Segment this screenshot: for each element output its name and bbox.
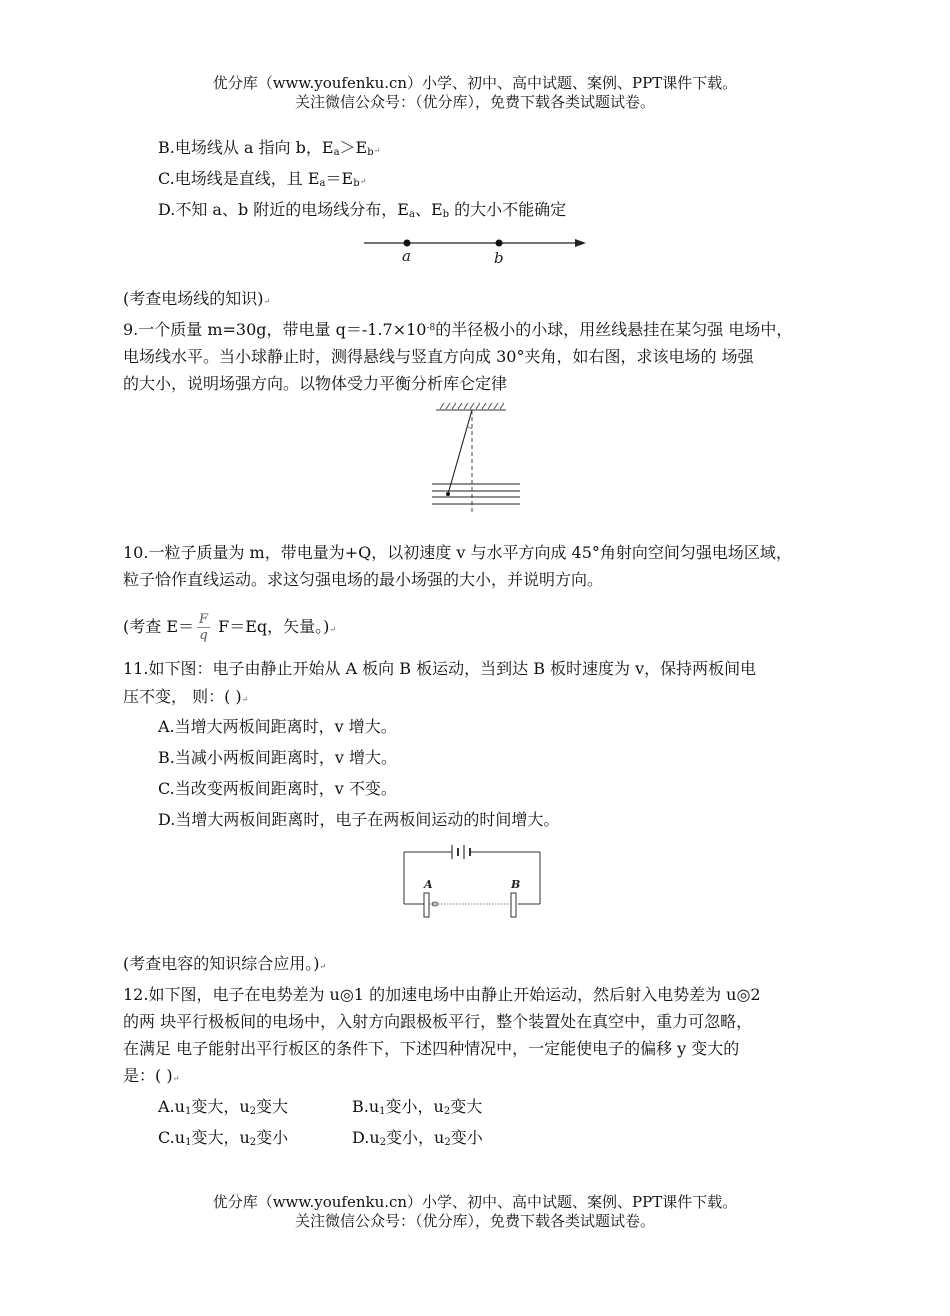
q8-option-d: D.不知 a、b 附近的电场线分布，$E_a$、$E_b$ 的大小不能确定 <box>158 200 567 220</box>
paragraph-mark: ↵ <box>319 962 327 971</box>
q11-option-a: A.当增大两板间距离时，v 增大。 <box>158 717 397 736</box>
q8-note: (考查电场线的知识)↵ <box>123 289 271 308</box>
q12-option-c: $C.u_1$变大，$u_2$变小 <box>158 1128 289 1148</box>
paragraph-mark: ↵ <box>241 695 249 704</box>
q10-line-2: 粒子恰作直线运动。求这匀强电场的最小场强的大小，并说明方向。 <box>123 570 604 589</box>
q11-option-b: B.当减小两板间距离时，v 增大。 <box>158 748 397 767</box>
q11-option-c: C.当改变两板间距离时，v 不变。 <box>158 779 397 798</box>
q12-option-a: $A.u_1$变大，$u_2$变大 <box>158 1097 289 1117</box>
page-header <box>0 74 950 112</box>
q11-note: (考查电容的知识综合应用。)↵ <box>123 954 327 973</box>
thread <box>448 410 472 494</box>
q9-line-1: 9.一个质量 m=30g，带电量 $q=-1.7\times 10^{-8}$的半径极小的小球，用丝线悬挂在某匀强 电场中， <box>123 320 793 339</box>
q11-option-d: D.当增大两板间距离时，电子在两板间运动的时间增大。 <box>158 810 560 829</box>
paragraph-mark: ↵ <box>329 625 337 634</box>
q10-line-1: 10.一粒子质量为 m，带电量为+Q，以初速度 v 与水平方向成 45°角射向空间匀强电场区域， <box>123 543 792 562</box>
paragraph-mark: ↵ <box>373 146 381 155</box>
paragraph-mark: ↵ <box>263 297 271 306</box>
footer-line-1: 优分库（www.youfenku.cn）小学、初中、高中试题、案例、PPT课件下载。 <box>212 1193 738 1211</box>
q12-line-4: 是：( )↵ <box>123 1066 180 1085</box>
footer-line-2: 关注微信公众号：（优分库），免费下载各类试题试卷。 <box>294 1212 655 1230</box>
q12-option-b: $B.u_1$变小，$u_2$变大 <box>352 1097 483 1117</box>
point-a <box>404 240 411 247</box>
q9-line-2: 电场线水平。当小球静止时，测得悬线与竖直方向成 30°夹角，如右图，求该电场的 场强 <box>123 347 754 366</box>
q11-line-2: 压不变， 则：( )↵ <box>123 687 249 706</box>
header-line-1: 优分库（www.youfenku.cn）小学、初中、高中试题、案例、PPT课件下载。 <box>212 74 738 92</box>
label-plate-a: A <box>424 878 433 891</box>
q12-line-2: 的两 块平行极板间的电场中，入射方向跟极板平行，整个装置处在真空中，重力可忽略， <box>123 1012 753 1031</box>
q10-note: (考查 E＝ $\frac{F}{q}$ F＝Eq，矢量。)↵ <box>123 612 337 643</box>
paragraph-mark: ↵ <box>172 1074 180 1083</box>
label-a: a <box>402 247 411 265</box>
q12-line-3: 在满足 电子能射出平行板区的条件下，下述四种情况中，一定能使电子的偏移 y 变大的 <box>123 1039 740 1058</box>
q8-field-line-figure <box>360 230 590 270</box>
q12-line-1: 12.如下图，电子在电势差为 u◎1 的加速电场中由静止开始运动，然后射入电势差为 u◎2 <box>123 985 761 1004</box>
q9-pendulum-figure <box>428 400 528 515</box>
q9-line-3: 的大小，说明场强方向。以物体受力平衡分析库仑定律 <box>123 374 508 393</box>
plate-b <box>511 893 516 917</box>
header-line-2: 关注微信公众号：（优分库），免费下载各类试题试卷。 <box>294 93 655 111</box>
q8-option-b: B.电场线从 a 指向 b，$E_a>E_b↵$ <box>158 138 381 158</box>
q11-line-1: 11.如下图：电子由静止开始从 A 板向 B 板运动，当到达 B 板时速度为 v，保持两板间电 <box>123 659 757 678</box>
plate-a <box>424 893 429 917</box>
q8-option-c: C.电场线是直线，且 $E_a=E_b↵$ <box>158 169 367 189</box>
page-footer <box>0 1193 950 1231</box>
q11-capacitor-figure <box>400 842 546 922</box>
label-b: b <box>494 249 504 267</box>
label-plate-b: B <box>511 878 521 891</box>
q12-option-d: $D.u_2$变小，$u_2$变小 <box>352 1128 483 1148</box>
paragraph-mark: ↵ <box>359 177 367 186</box>
fraction-f-over-q: $\frac{F}{q}$ <box>199 612 209 643</box>
point-b <box>496 240 503 247</box>
charged-ball <box>446 492 450 496</box>
